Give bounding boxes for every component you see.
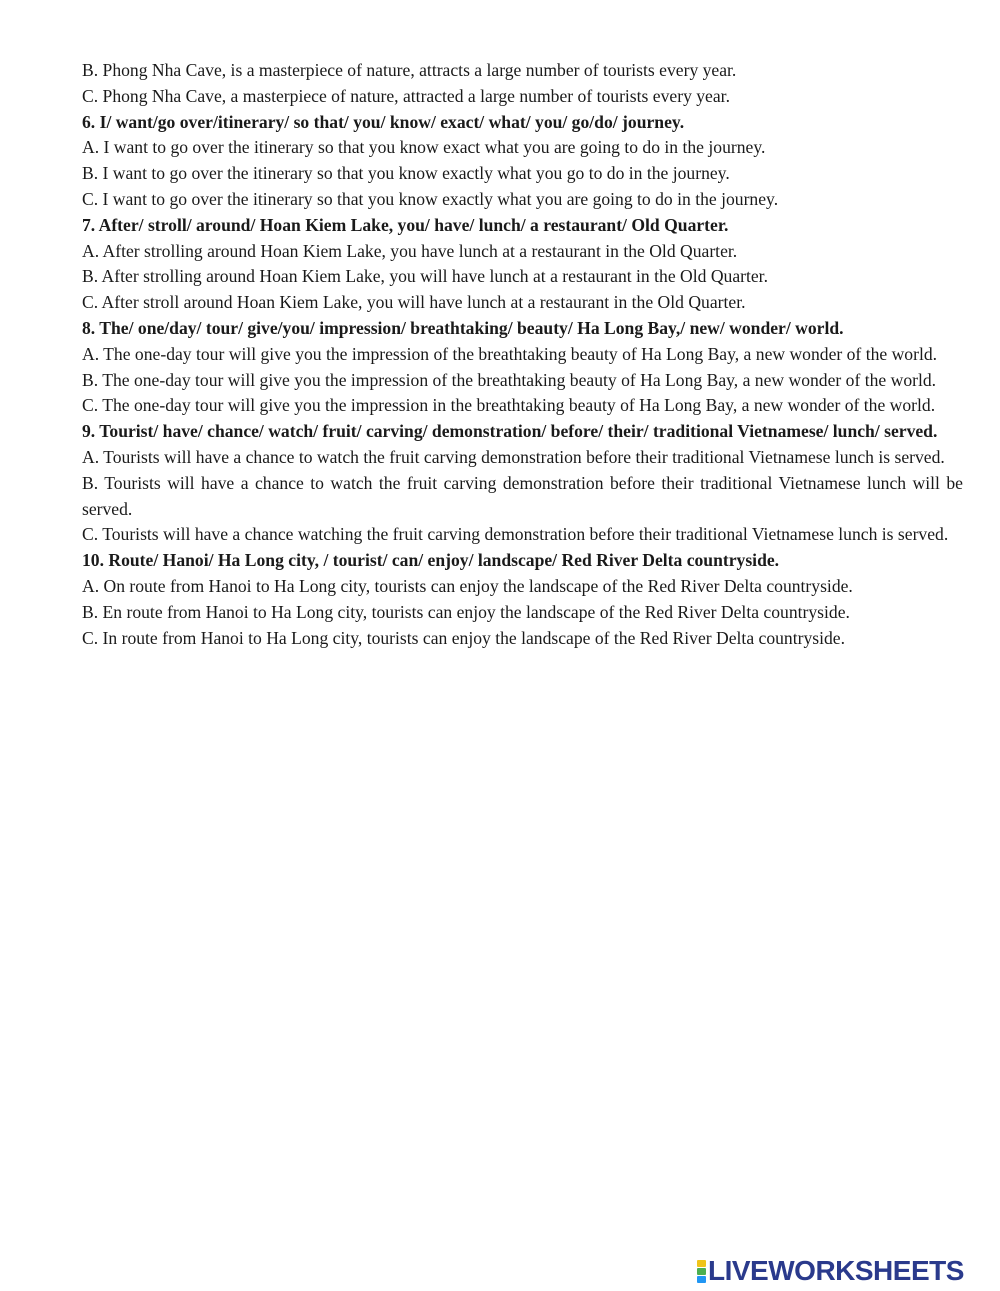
option-line: B. After strolling around Hoan Kiem Lake, you will have lunch at a restaurant in the Old Quarter. (82, 266, 768, 287)
liveworksheets-logo-text: LIVEWORKSHEETS (708, 1255, 964, 1286)
question-line: 9. Tourist/ have/ chance/ watch/ fruit/ carving/ demonstration/ before/ their/ traditional Vietnamese/ lunch/ served. (82, 421, 938, 442)
option-line: B. I want to go over the itinerary so that you know exactly what you go to do in the journey. (82, 163, 730, 184)
logo-block-blue (697, 1276, 706, 1283)
option-line: A. The one-day tour will give you the impression of the breathtaking beauty of Ha Long Bay, a new wonder of the world. (82, 343, 938, 364)
option-line: C. After stroll around Hoan Kiem Lake, you will have lunch at a restaurant in the Old Quarter. (82, 292, 746, 313)
option-line: C. I want to go over the itinerary so that you know exactly what you are going to do in the journey. (82, 188, 779, 209)
option-line: A. Tourists will have a chance to watch the fruit carving demonstration before their traditional Vietnamese lunch is served. (82, 446, 945, 467)
question-line: 10. Route/ Hanoi/ Ha Long city, / tourist/ can/ enjoy/ landscape/ Red River Delta countryside. (82, 550, 780, 571)
worksheet-page (82, 58, 963, 651)
option-line: C. Tourists will have a chance watching the fruit carving demonstration before their traditional Vietnamese lunch is served. (82, 524, 949, 545)
question-line: 7. After/ stroll/ around/ Hoan Kiem Lake, you/ have/ lunch/ a restaurant/ Old Quarter. (82, 214, 729, 235)
question-line: 6. I/ want/go over/itinerary/ so that/ you/ know/ exact/ what/ you/ go/do/ journey. (82, 111, 685, 132)
liveworksheets-logo-icon (697, 1260, 706, 1283)
option-line: B. Tourists will have a chance to watch the fruit carving demonstration before their traditional Vietnamese lunch will be served. (82, 472, 963, 519)
option-line: B. Phong Nha Cave, is a masterpiece of nature, attracts a large number of tourists every year. (82, 60, 737, 80)
option-line: B. The one-day tour will give you the impression of the breathtaking beauty of Ha Long Bay, a new wonder of the world. (82, 369, 937, 390)
option-line: A. After strolling around Hoan Kiem Lake, you have lunch at a restaurant in the Old Quarter. (82, 240, 738, 261)
option-line: A. I want to go over the itinerary so that you know exact what you are going to do in the journey. (82, 137, 766, 158)
logo-block-green (697, 1268, 706, 1275)
option-line: A. On route from Hanoi to Ha Long city, tourists can enjoy the landscape of the Red River Delta countryside. (82, 575, 853, 596)
option-line: C. Phong Nha Cave, a masterpiece of nature, attracted a large number of tourists every year. (82, 85, 730, 106)
option-line: B. En route from Hanoi to Ha Long city, tourists can enjoy the landscape of the Red River Delta countryside. (82, 601, 850, 622)
question-line: 8. The/ one/day/ tour/ give/you/ impression/ breathtaking/ beauty/ Ha Long Bay,/ new/ wonder/ world. (82, 317, 844, 338)
option-line: C. In route from Hanoi to Ha Long city, tourists can enjoy the landscape of the Red River Delta countryside. (82, 627, 846, 648)
liveworksheets-footer (697, 1254, 964, 1288)
option-line: C. The one-day tour will give you the impression in the breathtaking beauty of Ha Long Bay, a new wonder of the world. (82, 395, 936, 416)
logo-block-yellow (697, 1260, 706, 1267)
